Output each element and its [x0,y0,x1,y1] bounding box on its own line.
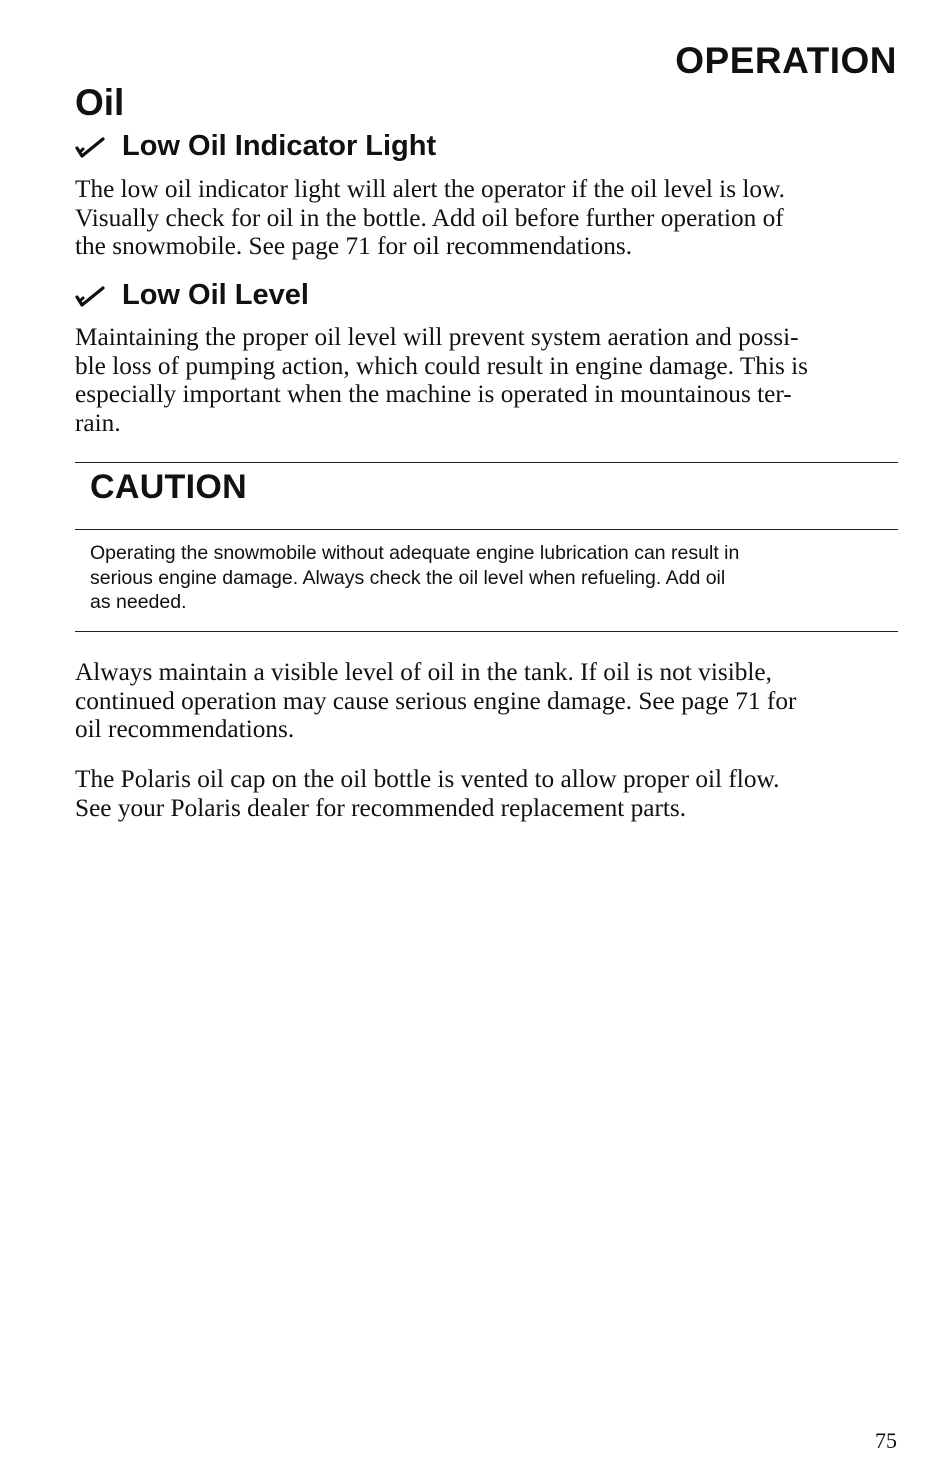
caution-top-rule [75,462,898,463]
section-title: Oil [75,82,125,123]
subheading-label: Low Oil Indicator Light [122,130,437,162]
caution-title: CAUTION [90,468,247,506]
text-line: rain. [75,408,121,437]
caution-message [90,541,890,615]
text-line: especially important when the machine is operated in mountainous ter- [75,380,792,408]
subheading-low-oil-indicator-light [75,130,436,163]
text-line: Maintaining the proper oil level will prevent system aeration and possi- [75,323,799,351]
text-line: The low oil indicator light will alert the operator if the oil level is low. [75,175,786,203]
text-line: See your Polaris dealer for recommended replacement parts. [75,793,687,822]
paragraph-maintain-oil-level [75,658,900,744]
checkmark-icon [75,285,105,307]
page-number: 75 [875,1428,897,1453]
text-line: as needed. [90,591,187,613]
page-section-header: OPERATION [675,40,897,81]
text-line: The Polaris oil cap on the oil bottle is vented to allow proper oil flow. [75,765,780,793]
text-line: serious engine damage. Always check the oil level when refueling. Add oil [90,566,726,589]
text-line: the snowmobile. See page 71 for oil recommendations. [75,232,633,260]
caution-bottom-rule [75,631,898,632]
caution-title-rule [75,529,898,530]
text-line: Operating the snowmobile without adequate engine lubrication can result in [90,542,740,564]
text-line: oil recommendations. [75,715,295,743]
paragraph-oil-cap [75,765,900,822]
text-line: Visually check for oil in the bottle. Add oil before further operation of [75,203,784,232]
checkmark-icon [75,136,105,158]
text-line: Always maintain a visible level of oil in the tank. If oil is not visible, [75,658,772,686]
text-line: ble loss of pumping action, which could result in engine damage. This is [75,351,809,380]
subheading-low-oil-level [75,279,309,312]
subheading-label: Low Oil Level [122,279,309,311]
paragraph-low-oil-level [75,323,900,437]
text-line: continued operation may cause serious engine damage. See page 71 for [75,686,797,715]
paragraph-low-oil-indicator-light [75,175,900,261]
